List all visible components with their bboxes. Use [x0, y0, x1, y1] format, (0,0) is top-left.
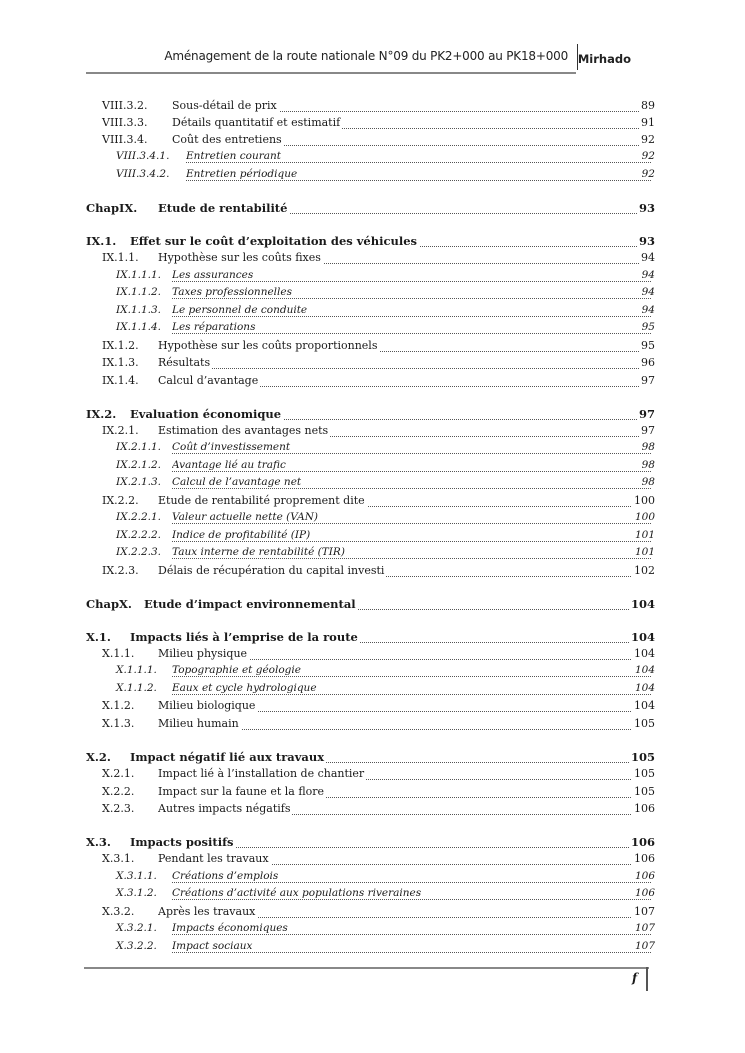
toc-entry-number: X.1.1.	[102, 647, 135, 660]
dot-leader	[172, 882, 651, 883]
toc-entry-number: IX.2.3.	[102, 564, 139, 577]
footer-separator	[646, 967, 648, 991]
dot-leader	[158, 368, 651, 369]
dot-leader	[186, 180, 651, 181]
toc-entry-number: X.1.1.2.	[116, 682, 157, 694]
toc-entry-page: 94	[641, 251, 655, 264]
toc-entry-page: 102	[634, 564, 655, 577]
toc-entry-title: Créations d’activité aux populations riveraines	[172, 887, 422, 899]
toc-entry[interactable]	[0, 647, 745, 664]
toc-entry[interactable]	[0, 424, 745, 441]
toc-entry[interactable]	[0, 905, 745, 922]
toc-entry[interactable]	[0, 339, 745, 356]
toc-entry-number: X.1.	[86, 630, 111, 644]
toc-entry[interactable]	[0, 269, 745, 286]
toc-entry[interactable]	[0, 717, 745, 734]
toc-entry[interactable]	[0, 682, 745, 699]
toc-entry-page: 106	[634, 852, 655, 865]
toc-entry-number: IX.1.1.3.	[116, 304, 162, 316]
toc-entry-title: Etude de rentabilité proprement dite	[158, 494, 365, 507]
toc-entry[interactable]	[0, 802, 745, 819]
toc-entry-number: IX.1.1.4.	[116, 321, 162, 333]
footer-rule	[84, 967, 649, 969]
toc-entry[interactable]	[0, 852, 745, 869]
toc-entry-number: IX.2.2.1.	[116, 511, 162, 523]
dot-leader	[172, 523, 651, 524]
toc-entry-number: IX.1.1.1.	[116, 269, 162, 281]
document-title: Aménagement de la route nationale N°09 du PK2+000 au PK18+000	[164, 49, 568, 63]
toc-entry[interactable]	[0, 251, 745, 268]
toc-entry-number: IX.1.1.2.	[116, 286, 162, 298]
toc-entry-page: 94	[641, 269, 655, 281]
toc-entry-title: Sous-détail de prix	[172, 99, 277, 112]
toc-entry-number: IX.2.1.3.	[116, 476, 162, 488]
toc-entry[interactable]	[0, 699, 745, 716]
toc-entry-page: 98	[641, 441, 655, 453]
dot-leader	[172, 558, 651, 559]
toc-entry-title: Impacts positifs	[130, 835, 234, 849]
toc-entry-title: Milieu biologique	[158, 699, 256, 712]
toc-entry[interactable]	[0, 511, 745, 528]
toc-entry-number: X.2.1.	[102, 767, 135, 780]
toc-entry-page: 106	[630, 835, 655, 849]
toc-entry-title: Délais de récupération du capital investi	[158, 564, 385, 577]
toc-entry-title: Indice de profitabilité (IP)	[172, 529, 311, 541]
toc-entry-title: Le personnel de conduite	[172, 304, 308, 316]
toc-entry-title: Impacts économiques	[172, 922, 288, 934]
toc-entry[interactable]	[0, 494, 745, 511]
toc-entry-title: Valeur actuelle nette (VAN)	[172, 511, 318, 523]
toc-entry-page: 106	[634, 870, 655, 882]
toc-entry-number: IX.1.2.	[102, 339, 139, 352]
toc-entry-number: ChapIX.	[86, 201, 138, 215]
toc-entry-page: 92	[641, 133, 655, 146]
toc-entry-page: 95	[641, 321, 655, 333]
toc-entry-page: 105	[634, 785, 655, 798]
toc-entry-title: Milieu humain	[158, 717, 239, 730]
toc-entry-title: Evaluation économique	[130, 407, 282, 421]
toc-entry-number: VIII.3.3.	[102, 116, 148, 129]
toc-entry-title: Autres impacts négatifs	[158, 802, 291, 815]
toc-entry-page: 104	[634, 664, 655, 676]
toc-entry-page: 93	[638, 234, 655, 248]
toc-entry-page: 97	[641, 424, 655, 437]
toc-entry[interactable]	[0, 940, 745, 957]
dot-leader	[172, 694, 651, 695]
toc-entry[interactable]	[0, 750, 745, 767]
toc-entry-title: Eaux et cycle hydrologique	[172, 682, 317, 694]
toc-entry-page: 93	[638, 201, 655, 215]
toc-entry[interactable]	[0, 407, 745, 424]
toc-entry-page: 89	[641, 99, 655, 112]
toc-entry-page: 104	[630, 630, 655, 644]
toc-entry-page: 105	[634, 767, 655, 780]
toc-entry-page: 91	[641, 116, 655, 129]
toc-entry[interactable]	[0, 476, 745, 493]
toc-entry-number: IX.2.1.1.	[116, 441, 162, 453]
toc-entry[interactable]	[0, 785, 745, 802]
toc-entry-number: VIII.3.4.2.	[116, 168, 170, 180]
toc-entry-number: IX.2.	[86, 407, 117, 421]
dot-leader	[172, 541, 651, 542]
toc-entry-title: Entretien courant	[186, 150, 281, 162]
toc-entry-title: Estimation des avantages nets	[158, 424, 329, 437]
toc-entry-title: Impact sur la faune et la flore	[158, 785, 325, 798]
toc-entry-page: 98	[641, 476, 655, 488]
toc-entry-page: 94	[641, 286, 655, 298]
toc-entry-title: Taxes professionnelles	[172, 286, 292, 298]
toc-entry[interactable]	[0, 321, 745, 338]
toc-entry-page: 106	[634, 887, 655, 899]
dot-leader	[172, 952, 651, 953]
toc-entry[interactable]	[0, 597, 745, 614]
toc-entry-page: 100	[634, 511, 655, 523]
toc-entry-title: Résultats	[158, 356, 211, 369]
toc-entry[interactable]	[0, 529, 745, 546]
toc-entry-number: X.1.2.	[102, 699, 135, 712]
dot-leader	[172, 316, 651, 317]
toc-entry-title: Effet sur le coût d’exploitation des véhicules	[130, 234, 418, 248]
toc-entry-number: VIII.3.4.	[102, 133, 148, 146]
dot-leader	[186, 162, 651, 163]
toc-entry[interactable]	[0, 664, 745, 681]
dot-leader	[172, 488, 651, 489]
toc-entry-page: 104	[634, 647, 655, 660]
toc-entry-page: 107	[634, 905, 655, 918]
toc-entry-number: X.3.1.1.	[116, 870, 157, 882]
toc-entry[interactable]	[0, 99, 745, 116]
toc-entry-number: VIII.3.4.1.	[116, 150, 170, 162]
toc-entry-number: IX.2.2.2.	[116, 529, 162, 541]
toc-entry-page: 107	[634, 940, 655, 952]
toc-entry-page: 97	[641, 374, 655, 387]
toc-entry-number: X.2.	[86, 750, 111, 764]
dot-leader	[172, 471, 651, 472]
toc-entry[interactable]	[0, 304, 745, 321]
toc-entry-number: IX.1.	[86, 234, 117, 248]
toc-entry-number: X.1.1.1.	[116, 664, 157, 676]
toc-entry-number: X.3.1.2.	[116, 887, 157, 899]
toc-entry[interactable]	[0, 459, 745, 476]
toc-entry-number: IX.2.1.	[102, 424, 139, 437]
toc-entry-number: VIII.3.2.	[102, 99, 148, 112]
toc-entry[interactable]	[0, 630, 745, 647]
toc-entry-page: 105	[634, 717, 655, 730]
toc-entry-title: Topographie et géologie	[172, 664, 301, 676]
toc-entry-title: Coût des entretiens	[172, 133, 282, 146]
toc-entry[interactable]	[0, 286, 745, 303]
toc-entry-title: Avantage lié au trafic	[172, 459, 286, 471]
page-number: f	[632, 971, 638, 985]
toc-entry-page: 97	[638, 407, 655, 421]
toc-entry[interactable]	[0, 116, 745, 133]
toc-entry-title: Entretien périodique	[186, 168, 298, 180]
page-header	[86, 44, 649, 72]
toc-entry[interactable]	[0, 201, 745, 218]
toc-entry-page: 100	[634, 494, 655, 507]
toc-entry-number: X.3.2.2.	[116, 940, 157, 952]
toc-entry[interactable]	[0, 150, 745, 167]
dot-leader	[172, 934, 651, 935]
toc-entry-number: X.2.2.	[102, 785, 135, 798]
toc-entry-number: IX.2.1.2.	[116, 459, 162, 471]
toc-entry-title: Impact négatif lié aux travaux	[130, 750, 325, 764]
toc-entry-title: Coût d’investissement	[172, 441, 291, 453]
toc-entry-number: IX.1.3.	[102, 356, 139, 369]
toc-entry-title: Calcul de l’avantage net	[172, 476, 302, 488]
dot-leader	[172, 899, 651, 900]
toc-entry-number: IX.1.4.	[102, 374, 139, 387]
toc-entry-title: Etude de rentabilité	[158, 201, 288, 215]
toc-entry-title: Les assurances	[172, 269, 254, 281]
dot-leader	[172, 453, 651, 454]
toc-entry-number: X.3.1.	[102, 852, 135, 865]
toc-entry-page: 101	[634, 546, 655, 558]
toc-entry[interactable]	[0, 767, 745, 784]
toc-entry-number: IX.1.1.	[102, 251, 139, 264]
dot-leader	[172, 333, 651, 334]
toc-entry-title: Détails quantitatif et estimatif	[172, 116, 341, 129]
dot-leader	[172, 281, 651, 282]
toc-entry-page: 105	[630, 750, 655, 764]
toc-entry[interactable]	[0, 168, 745, 185]
toc-entry[interactable]	[0, 234, 745, 251]
toc-entry[interactable]	[0, 922, 745, 939]
toc-entry[interactable]	[0, 835, 745, 852]
toc-entry-page: 101	[634, 529, 655, 541]
toc-entry-title: Pendant les travaux	[158, 852, 269, 865]
toc-entry-title: Après les travaux	[158, 905, 256, 918]
toc-entry-title: Milieu physique	[158, 647, 248, 660]
header-rule	[86, 72, 576, 74]
toc-entry-title: Impacts liés à l’emprise de la route	[130, 630, 358, 644]
dot-leader	[172, 298, 651, 299]
toc-entry[interactable]	[0, 564, 745, 581]
toc-entry[interactable]	[0, 133, 745, 150]
toc-entry[interactable]	[0, 870, 745, 887]
toc-entry-title: Etude d’impact environnemental	[144, 597, 356, 611]
toc-entry-number: X.2.3.	[102, 802, 135, 815]
toc-entry-page: 104	[634, 699, 655, 712]
toc-entry-title: Créations d’emplois	[172, 870, 279, 882]
toc-entry-title: Calcul d’avantage	[158, 374, 259, 387]
toc-entry[interactable]	[0, 374, 745, 391]
toc-entry-page: 106	[634, 802, 655, 815]
dot-leader	[172, 676, 651, 677]
toc-entry-page: 92	[641, 150, 655, 162]
toc-entry-number: ChapX.	[86, 597, 132, 611]
toc-entry-page: 95	[641, 339, 655, 352]
toc-entry-number: X.3.	[86, 835, 111, 849]
toc-entry-page: 107	[634, 922, 655, 934]
toc-entry-page: 98	[641, 459, 655, 471]
toc-entry-title: Taux interne de rentabilité (TIR)	[172, 546, 345, 558]
toc-entry[interactable]	[0, 356, 745, 373]
toc-entry[interactable]	[0, 441, 745, 458]
toc-entry-page: 92	[641, 168, 655, 180]
toc-entry[interactable]	[0, 887, 745, 904]
toc-entry-page: 104	[634, 682, 655, 694]
toc-entry[interactable]	[0, 546, 745, 563]
toc-entry-page: 104	[630, 597, 655, 611]
toc-entry-page: 96	[641, 356, 655, 369]
toc-entry-page: 94	[641, 304, 655, 316]
toc-entry-title: Impact lié à l’installation de chantier	[158, 767, 365, 780]
toc-entry-number: X.3.2.1.	[116, 922, 157, 934]
toc-entry-number: IX.2.2.3.	[116, 546, 162, 558]
toc-entry-number: X.3.2.	[102, 905, 135, 918]
toc-entry-title: Hypothèse sur les coûts fixes	[158, 251, 321, 264]
toc-entry-number: IX.2.2.	[102, 494, 139, 507]
author-name: Mirhado	[577, 52, 631, 66]
toc-entry-number: X.1.3.	[102, 717, 135, 730]
toc-entry-title: Les réparations	[172, 321, 256, 333]
toc-entry-title: Impact sociaux	[172, 940, 253, 952]
toc-entry-title: Hypothèse sur les coûts proportionnels	[158, 339, 378, 352]
